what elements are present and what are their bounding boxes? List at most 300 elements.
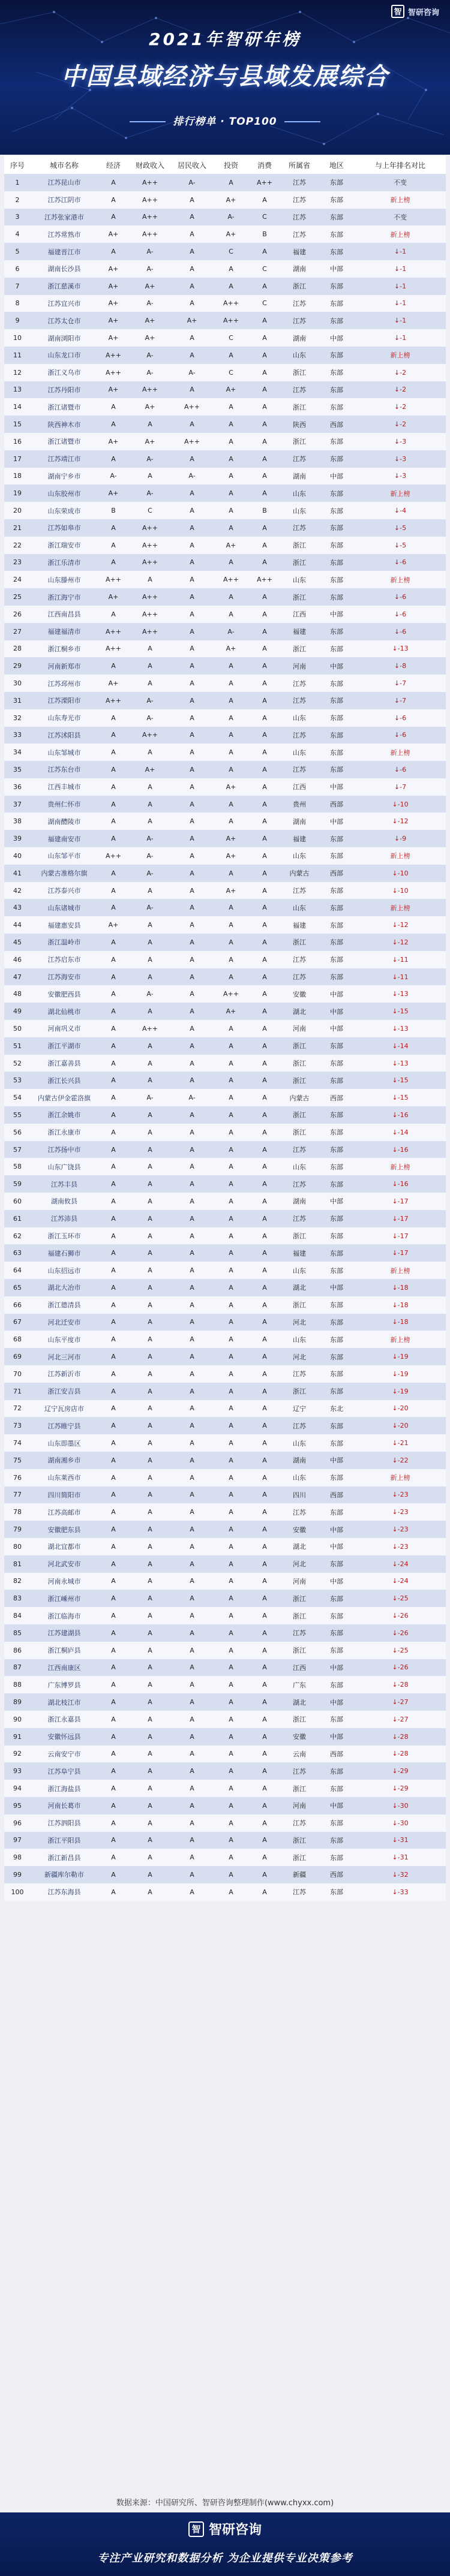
table-cell: A [213, 1590, 249, 1607]
column-header: 财政收入 [129, 156, 171, 174]
rank-change-cell: ↓-28 [355, 1728, 446, 1746]
table-cell: A++ [171, 398, 213, 416]
table-cell: 江苏 [280, 692, 319, 709]
table-cell: 陕西 [280, 416, 319, 433]
table-row [4, 502, 446, 519]
table-cell: A [171, 416, 213, 433]
table-cell: 东部 [319, 692, 355, 709]
table-cell: A [171, 1055, 213, 1072]
table-cell: 江苏 [280, 1503, 319, 1521]
table-cell: A [129, 1452, 171, 1469]
city-cell: 江苏邳州市 [31, 675, 98, 692]
table-cell: A [129, 1331, 171, 1348]
city-cell: 江苏丰县 [31, 1175, 98, 1193]
table-cell: A [171, 1573, 213, 1590]
table-cell: A [213, 1417, 249, 1434]
table-cell: 浙江 [280, 1106, 319, 1124]
rank-change-cell: ↓-29 [355, 1762, 446, 1780]
table-cell: A+ [98, 295, 129, 312]
table-cell: A [213, 934, 249, 951]
table-cell: A+ [213, 847, 249, 865]
city-cell: 湖南长沙县 [31, 260, 98, 278]
table-cell: A [213, 1607, 249, 1624]
table-cell: A [249, 1400, 280, 1418]
rank-cell: 82 [4, 1573, 31, 1590]
table-cell: 西部 [319, 865, 355, 882]
city-cell: 浙江平湖市 [31, 1037, 98, 1055]
table-row [4, 1642, 446, 1659]
table-cell: A++ [129, 519, 171, 537]
table-cell: A [171, 1832, 213, 1849]
table-row [4, 468, 446, 485]
table-cell: 湖南 [280, 260, 319, 278]
table-cell: A++ [129, 1020, 171, 1037]
rank-cell: 23 [4, 554, 31, 571]
city-cell: 贵州仁怀市 [31, 796, 98, 813]
table-cell: 河北 [280, 1555, 319, 1573]
table-cell: A [171, 1797, 213, 1814]
table-cell: A [98, 1262, 129, 1279]
table-cell: A [98, 761, 129, 778]
table-cell: A [249, 1417, 280, 1434]
table-cell: 湖南 [280, 1452, 319, 1469]
table-cell: A [98, 778, 129, 796]
column-header: 居民收入 [171, 156, 213, 174]
rank-change-cell: ↓-12 [355, 934, 446, 951]
table-cell: A [98, 243, 129, 260]
table-row [4, 1365, 446, 1383]
table-cell: A [171, 951, 213, 968]
table-cell: A [129, 1728, 171, 1746]
table-cell: A [213, 1158, 249, 1175]
city-cell: 江苏常熟市 [31, 225, 98, 243]
table-cell: A [129, 812, 171, 830]
table-cell: 山东 [280, 484, 319, 502]
rank-change-cell: ↓-23 [355, 1521, 446, 1538]
table-cell: A [249, 985, 280, 1003]
table-cell: A [249, 1486, 280, 1504]
table-cell: A [98, 1244, 129, 1262]
table-cell: A [213, 588, 249, 606]
rank-cell: 50 [4, 1020, 31, 1037]
table-cell: 江苏 [280, 450, 319, 468]
table-cell: A [171, 675, 213, 692]
table-cell: 东部 [319, 588, 355, 606]
rank-cell: 29 [4, 657, 31, 675]
table-cell: 西部 [319, 1866, 355, 1883]
table-cell: A++ [213, 571, 249, 588]
table-cell: A [171, 1866, 213, 1883]
city-cell: 江苏沛县 [31, 1210, 98, 1227]
rank-cell: 57 [4, 1141, 31, 1158]
table-cell: A [129, 1624, 171, 1642]
rank-change-cell: ↓-25 [355, 1590, 446, 1607]
table-cell: A [249, 537, 280, 554]
table-cell: 东部 [319, 554, 355, 571]
rank-cell: 13 [4, 381, 31, 399]
rank-cell: 48 [4, 985, 31, 1003]
table-cell: 江苏 [280, 312, 319, 329]
table-row [4, 1262, 446, 1279]
table-cell: A- [129, 243, 171, 260]
table-cell: A [213, 916, 249, 934]
table-cell: 东部 [319, 1883, 355, 1901]
table-cell: 东部 [319, 1210, 355, 1227]
table-cell: A [171, 1314, 213, 1331]
rank-cell: 38 [4, 812, 31, 830]
table-cell: A [171, 347, 213, 364]
table-cell: A [98, 416, 129, 433]
table-cell: A [249, 278, 280, 295]
rank-change-cell: ↓-3 [355, 468, 446, 485]
rank-change-cell: 新上榜 [355, 191, 446, 209]
table-row [4, 347, 446, 364]
table-cell: A [171, 484, 213, 502]
rank-cell: 4 [4, 225, 31, 243]
rank-cell: 2 [4, 191, 31, 209]
table-cell: A [213, 398, 249, 416]
table-cell: 东部 [319, 1711, 355, 1728]
city-cell: 江苏高邮市 [31, 1503, 98, 1521]
city-cell: 江苏新沂市 [31, 1365, 98, 1383]
table-cell: 东部 [319, 1158, 355, 1175]
table-cell: A [171, 812, 213, 830]
table-cell: A [213, 1434, 249, 1452]
table-row [4, 1383, 446, 1400]
table-cell: 东部 [319, 1780, 355, 1797]
table-cell: A [249, 1555, 280, 1573]
table-cell: A [171, 882, 213, 899]
table-cell: A [171, 865, 213, 882]
rank-cell: 5 [4, 243, 31, 260]
table-cell: A [129, 1469, 171, 1486]
table-cell: A [213, 1642, 249, 1659]
table-cell: A [249, 761, 280, 778]
table-row [4, 433, 446, 450]
table-cell: A+ [213, 537, 249, 554]
rank-cell: 87 [4, 1659, 31, 1677]
table-cell: 浙江 [280, 1124, 319, 1141]
table-cell: 东部 [319, 1348, 355, 1365]
table-cell: A [249, 450, 280, 468]
table-row [4, 951, 446, 968]
table-cell: A [249, 484, 280, 502]
rank-cell: 42 [4, 882, 31, 899]
table-row [4, 1814, 446, 1832]
table-row [4, 1434, 446, 1452]
rank-change-cell: ↓-23 [355, 1486, 446, 1504]
table-cell: A [249, 1365, 280, 1383]
table-cell: 安徽 [280, 1521, 319, 1538]
table-cell: A [98, 1503, 129, 1521]
rank-change-cell: ↓-16 [355, 1106, 446, 1124]
rank-change-cell: ↓-14 [355, 1124, 446, 1141]
table-cell: A [249, 398, 280, 416]
table-cell: A [171, 1072, 213, 1089]
table-row [4, 1296, 446, 1314]
table-cell: A [129, 1866, 171, 1883]
rank-cell: 93 [4, 1762, 31, 1780]
city-cell: 山东荣成市 [31, 502, 98, 519]
table-cell: A [98, 537, 129, 554]
table-row [4, 1711, 446, 1728]
table-cell: 浙江 [280, 934, 319, 951]
table-cell: A [171, 1037, 213, 1055]
table-cell: A [171, 1711, 213, 1728]
table-cell: A- [129, 847, 171, 865]
table-cell: A [171, 1020, 213, 1037]
table-cell: A [129, 1279, 171, 1296]
table-cell: A [171, 588, 213, 606]
city-cell: 山东滕州市 [31, 571, 98, 588]
table-cell: 湖北 [280, 1538, 319, 1555]
rank-cell: 95 [4, 1797, 31, 1814]
table-cell: A+ [98, 588, 129, 606]
table-cell: A [213, 1452, 249, 1469]
table-cell: A [98, 398, 129, 416]
rank-change-cell: 新上榜 [355, 1331, 446, 1348]
table-cell: A+ [213, 1003, 249, 1020]
ranking-table [4, 156, 446, 1901]
table-row [4, 968, 446, 986]
rank-change-cell: ↓-6 [355, 588, 446, 606]
table-cell: A+ [213, 191, 249, 209]
table-cell: 浙江 [280, 1780, 319, 1797]
table-cell: A [171, 1141, 213, 1158]
table-cell: 东部 [319, 1642, 355, 1659]
table-cell: C [249, 260, 280, 278]
table-cell: A [249, 191, 280, 209]
table-cell: 中部 [319, 1452, 355, 1469]
rank-cell: 44 [4, 916, 31, 934]
table-cell: A [129, 1573, 171, 1590]
table-cell: A [129, 1693, 171, 1711]
rank-cell: 27 [4, 623, 31, 640]
table-cell: A [98, 830, 129, 847]
table-cell: A [98, 1832, 129, 1849]
table-cell: 东部 [319, 899, 355, 916]
table-cell: A [129, 1400, 171, 1418]
table-cell: 江苏 [280, 1814, 319, 1832]
table-cell: A [171, 329, 213, 347]
table-cell: A [129, 1210, 171, 1227]
city-cell: 江苏如皋市 [31, 519, 98, 537]
table-cell: A [213, 812, 249, 830]
rank-cell: 32 [4, 709, 31, 727]
rank-change-cell: ↓-30 [355, 1814, 446, 1832]
rank-change-cell: ↓-3 [355, 433, 446, 450]
table-cell: A [98, 1210, 129, 1227]
table-cell: 福建 [280, 830, 319, 847]
table-cell: A+ [98, 329, 129, 347]
table-row [4, 812, 446, 830]
table-cell: A [213, 1331, 249, 1348]
table-cell: A [213, 1676, 249, 1693]
rank-cell: 52 [4, 1055, 31, 1072]
table-cell: 东北 [319, 1400, 355, 1418]
table-cell: A [171, 1262, 213, 1279]
rank-cell: 16 [4, 433, 31, 450]
rank-change-cell: ↓-8 [355, 657, 446, 675]
table-cell: A [249, 934, 280, 951]
table-cell: A [98, 450, 129, 468]
table-row [4, 1158, 446, 1175]
rank-cell: 14 [4, 398, 31, 416]
table-cell: A [249, 1746, 280, 1763]
table-cell: A [129, 1676, 171, 1693]
table-cell: 中部 [319, 1797, 355, 1814]
table-cell: 山东 [280, 1434, 319, 1452]
table-cell: A [98, 1746, 129, 1763]
table-cell: A [213, 1555, 249, 1573]
rank-cell: 94 [4, 1780, 31, 1797]
table-cell: A [98, 1866, 129, 1883]
table-cell: A [129, 1746, 171, 1763]
table-cell: 浙江 [280, 1711, 319, 1728]
table-cell: A+ [98, 675, 129, 692]
city-cell: 浙江诸暨市 [31, 398, 98, 416]
table-cell: 中部 [319, 1193, 355, 1210]
table-cell: 东部 [319, 1141, 355, 1158]
city-cell: 湖南醴陵市 [31, 812, 98, 830]
table-cell: A [98, 1020, 129, 1037]
table-cell: A [171, 1400, 213, 1418]
rank-change-cell: ↓-27 [355, 1711, 446, 1728]
table-cell: 山东 [280, 1331, 319, 1348]
table-cell: A [249, 1296, 280, 1314]
table-cell: A+ [213, 225, 249, 243]
table-cell: A [98, 1607, 129, 1624]
city-cell: 山东龙口市 [31, 347, 98, 364]
table-cell: A [171, 709, 213, 727]
table-cell: A++ [98, 847, 129, 865]
column-header: 所属省 [280, 156, 319, 174]
city-cell: 江苏昆山市 [31, 174, 98, 191]
city-cell: 江苏阜宁县 [31, 1762, 98, 1780]
table-cell: A [98, 1555, 129, 1573]
city-cell: 浙江临海市 [31, 1607, 98, 1624]
city-cell: 广东博罗县 [31, 1676, 98, 1693]
table-cell: A [129, 1106, 171, 1124]
table-cell: A++ [98, 571, 129, 588]
table-cell: 东部 [319, 174, 355, 191]
table-cell: A [129, 1486, 171, 1504]
table-cell: A [171, 623, 213, 640]
table-cell: 东部 [319, 312, 355, 329]
table-cell: 江苏 [280, 174, 319, 191]
table-cell: A [249, 882, 280, 899]
table-cell: A [129, 1814, 171, 1832]
table-row [4, 1555, 446, 1573]
table-cell: 江苏 [280, 951, 319, 968]
table-cell: A [129, 1521, 171, 1538]
table-cell: A [213, 744, 249, 761]
rank-change-cell: ↓-23 [355, 1503, 446, 1521]
table-cell: A [213, 796, 249, 813]
table-row [4, 243, 446, 260]
city-cell: 陕西神木市 [31, 416, 98, 433]
table-cell: 东部 [319, 225, 355, 243]
table-cell: A [98, 1175, 129, 1193]
rank-change-cell: ↓-31 [355, 1832, 446, 1849]
table-cell: 中部 [319, 1279, 355, 1296]
table-cell: A [98, 1314, 129, 1331]
table-cell: 辽宁 [280, 1400, 319, 1418]
table-cell: A [249, 1469, 280, 1486]
table-cell: 中部 [319, 1693, 355, 1711]
city-cell: 江苏靖江市 [31, 450, 98, 468]
rank-cell: 91 [4, 1728, 31, 1746]
city-cell: 山东即墨区 [31, 1434, 98, 1452]
rank-change-cell: ↓-32 [355, 1866, 446, 1883]
table-cell: 东部 [319, 243, 355, 260]
table-cell: 浙江 [280, 588, 319, 606]
table-cell: 江西 [280, 606, 319, 623]
city-cell: 江西丰城市 [31, 778, 98, 796]
rank-cell: 76 [4, 1469, 31, 1486]
page-header [0, 0, 450, 155]
table-cell: A [171, 1503, 213, 1521]
rank-change-cell: ↓-2 [355, 398, 446, 416]
column-header: 地区 [319, 156, 355, 174]
city-cell: 河南新郑市 [31, 657, 98, 675]
table-cell: A [98, 1106, 129, 1124]
table-cell: A [249, 1158, 280, 1175]
table-cell: A [213, 675, 249, 692]
table-cell: 中部 [319, 468, 355, 485]
table-cell: A+ [213, 640, 249, 658]
rank-change-cell: ↓-15 [355, 1089, 446, 1106]
table-cell: A [129, 744, 171, 761]
table-cell: 东部 [319, 1072, 355, 1089]
rank-cell: 12 [4, 364, 31, 381]
table-cell: 东部 [319, 519, 355, 537]
table-cell: A++ [213, 312, 249, 329]
table-cell: A [249, 1797, 280, 1814]
table-cell: 东部 [319, 191, 355, 209]
city-cell: 江西南昌县 [31, 606, 98, 623]
table-cell: A [213, 1365, 249, 1383]
table-row [4, 329, 446, 347]
table-cell: A [249, 744, 280, 761]
table-cell: A [249, 1452, 280, 1469]
city-cell: 浙江桐乡市 [31, 640, 98, 658]
table-cell: A [171, 1469, 213, 1486]
table-row [4, 1331, 446, 1348]
rank-cell: 81 [4, 1555, 31, 1573]
table-cell: A [129, 675, 171, 692]
rank-change-cell: ↓-1 [355, 295, 446, 312]
rank-change-cell: ↓-11 [355, 951, 446, 968]
table-row [4, 830, 446, 847]
table-cell: A [171, 1227, 213, 1245]
table-cell: A [171, 191, 213, 209]
table-cell: C [249, 295, 280, 312]
table-cell: 东部 [319, 727, 355, 744]
table-cell: 内蒙古 [280, 1089, 319, 1106]
table-cell: A+ [98, 381, 129, 399]
table-cell: A++ [98, 623, 129, 640]
table-cell: A [213, 1106, 249, 1124]
table-cell: A [213, 450, 249, 468]
table-row [4, 1279, 446, 1296]
table-cell: A [129, 1607, 171, 1624]
rank-change-cell: ↓-17 [355, 1193, 446, 1210]
table-cell: A [129, 968, 171, 986]
rank-change-cell: ↓-1 [355, 243, 446, 260]
table-cell: A [249, 830, 280, 847]
table-cell: 浙江 [280, 278, 319, 295]
